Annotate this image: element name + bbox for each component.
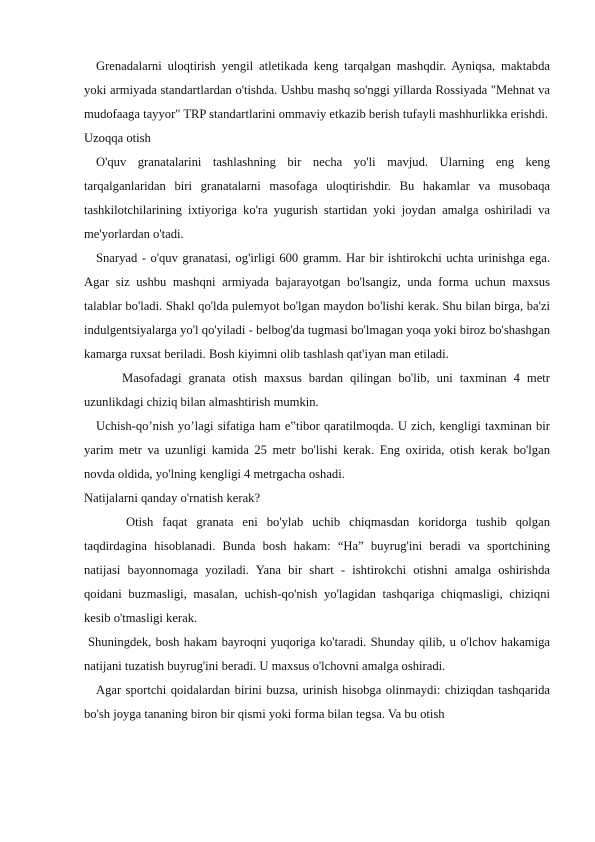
paragraph-head-judge: Shuningdek, bosh hakam bayroqni yuqoriga ko'taradi. Shunday qilib, u o'lchov hakamiga natijani tuzatish buyrug'ini beradi. U maxsus o'lchovni amalga oshiradi. xyxy=(84,635,550,673)
paragraph-violations: Agar sportchi qoidalardan birini buzsa, urinish hisobga olinmaydi: chiziqdan tashqarida bo'sh joyga tananing biron bir qismi yoki forma bilan tegsa. Va bu otish xyxy=(84,683,550,721)
heading-long-throw: Uzoqqa otish xyxy=(84,131,151,145)
paragraph-distance-bar: Masofadagi granata otish maxsus bardan qilingan bo'lib, uni taxminan 4 metr uzunlikdagi chiziq bilan almashtirish mumkin. xyxy=(84,371,550,409)
paragraph-intro: Grenadalarni uloqtirish yengil atletikada keng tarqalgan mashqdir. Ayniqsa, maktabda yoki armiyada standartlardan o'tishda. Ushbu mashq so'nggi yillarda Rossiyada "Mehnat va mudofaaga tayyor" TRP standartlarini ommaviy etkazib berish tufayli mashhurlikka erishdi. xyxy=(84,59,550,121)
paragraph-counting-rules: Otish faqat granata eni bo'ylab uchib chiqmasdan koridorga tushib qolgan taqdirdagina hisoblanadi. Bunda bosh hakam: “Ha” buyrug'ini beradi va sportchining natijasi bayonnomaga yoziladi. Yana bir shart - ishtirokchi otishni amalga oshirishda qoidani buzmasligi, masalan, uchish-qo'nish yo'lagidan tashqariga chiqmasligi, chiziqni kesib o'tmasligi kerak. xyxy=(84,515,550,625)
paragraph-projectile: Snaryad - o'quv granatasi, og'irligi 600 gramm. Har bir ishtirokchi uchta urinishga ega. Agar siz ushbu mashqni armiyada bajarayotgan bo'lsangiz, unda forma uchun maxsus talablar bo'ladi. Shakl qo'lda pulemyot bo'lgan maydon bo'lishi kerak. Shu bilan birga, ba'zi indulgentsiyalarga yo'l qo'yiladi - belbog'da tugmasi bo'lmagan yoqa yoki biroz bo'shashgan kamarga ruxsat beriladi. Bosh kiyimni olib tashlash qat'iyan man etiladi. xyxy=(84,251,550,361)
heading-results: Natijalarni qanday o'rnatish kerak? xyxy=(84,491,261,505)
paragraph-throw-methods: O'quv granatalarini tashlashning bir necha yo'li mavjud. Ularning eng keng tarqalganlaridan biri granatalarni masofaga uloqtirishdir. Bu hakamlar va musobaqa tashkilotchilarining ixtiyoriga ko'ra yugurish startidan yoki joydan amalga oshiriladi va me'yorlardan o'tadi. xyxy=(84,155,550,241)
paragraph-runway: Uchish-qo’nish yo’lagi sifatiga ham e‟tibor qaratilmoqda. U zich, kengligi taxminan bir yarim metr va uzunligi kamida 25 metr bo'lishi kerak. Eng oxirida, otish kerak bo'lgan novda oldida, yo'lning kengligi 4 metrgacha oshadi. xyxy=(84,419,550,481)
document-page xyxy=(84,54,550,726)
